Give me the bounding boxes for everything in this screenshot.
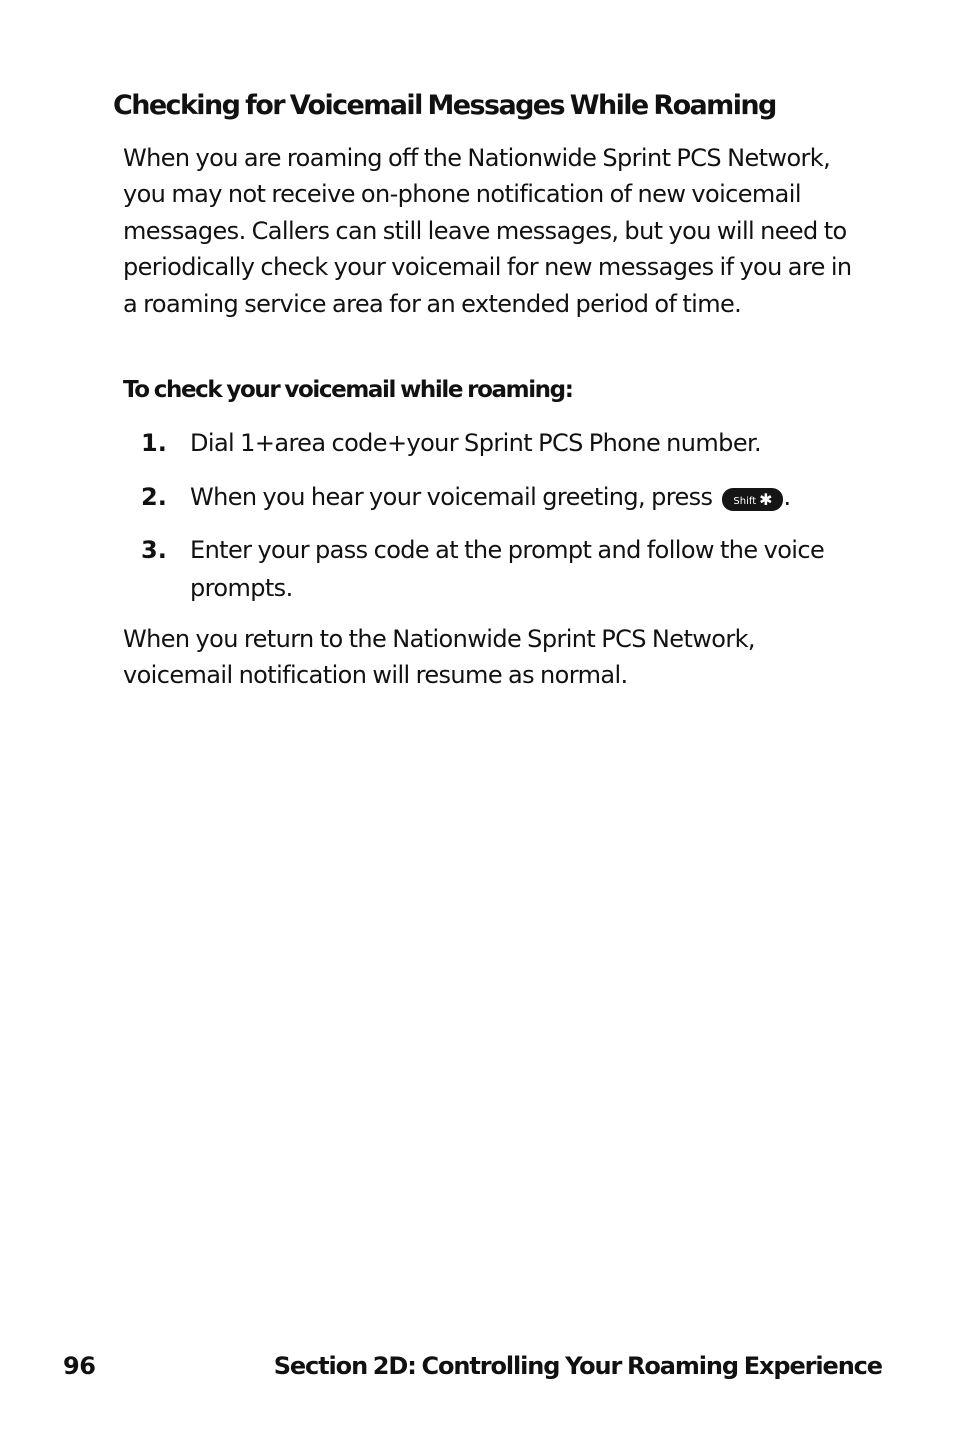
intro-paragraph: When you are roaming off the Nationwide Sprint PCS Network, you may not receive on-phone notification of new voicemail messages. Callers can still leave messages, but you will need to periodically check your voicemail for new messages if you are in a roaming service area for an extended period of time. bbox=[123, 144, 852, 318]
page-number: 96 bbox=[63, 1352, 96, 1380]
step-text: When you hear your voicemail greeting, press bbox=[190, 482, 713, 511]
steps-list bbox=[141, 425, 861, 623]
step-number: 1. bbox=[141, 429, 167, 457]
instructions-heading: To check your voicemail while roaming: bbox=[123, 377, 573, 403]
key-label: Shift bbox=[733, 495, 757, 507]
key-symbol: ✱ bbox=[759, 489, 773, 509]
step-text: Dial 1+area code+your Sprint PCS Phone number. bbox=[190, 429, 762, 457]
step-number: 3. bbox=[141, 536, 167, 564]
step-item-1 bbox=[141, 425, 861, 463]
shift-star-key-icon bbox=[722, 488, 783, 511]
step-number: 2. bbox=[141, 482, 167, 511]
step-item-3 bbox=[141, 532, 861, 607]
step-item-2 bbox=[141, 479, 861, 517]
section-heading: Checking for Voicemail Messages While Roaming bbox=[113, 90, 776, 121]
step-text: Enter your pass code at the prompt and follow the voice prompts. bbox=[190, 536, 825, 602]
step-text-end: . bbox=[783, 482, 791, 511]
footer-section-title: Section 2D: Controlling Your Roaming Experience bbox=[273, 1352, 882, 1380]
closing-paragraph: When you return to the Nationwide Sprint PCS Network, voicemail notification will resume as normal. bbox=[123, 625, 755, 690]
